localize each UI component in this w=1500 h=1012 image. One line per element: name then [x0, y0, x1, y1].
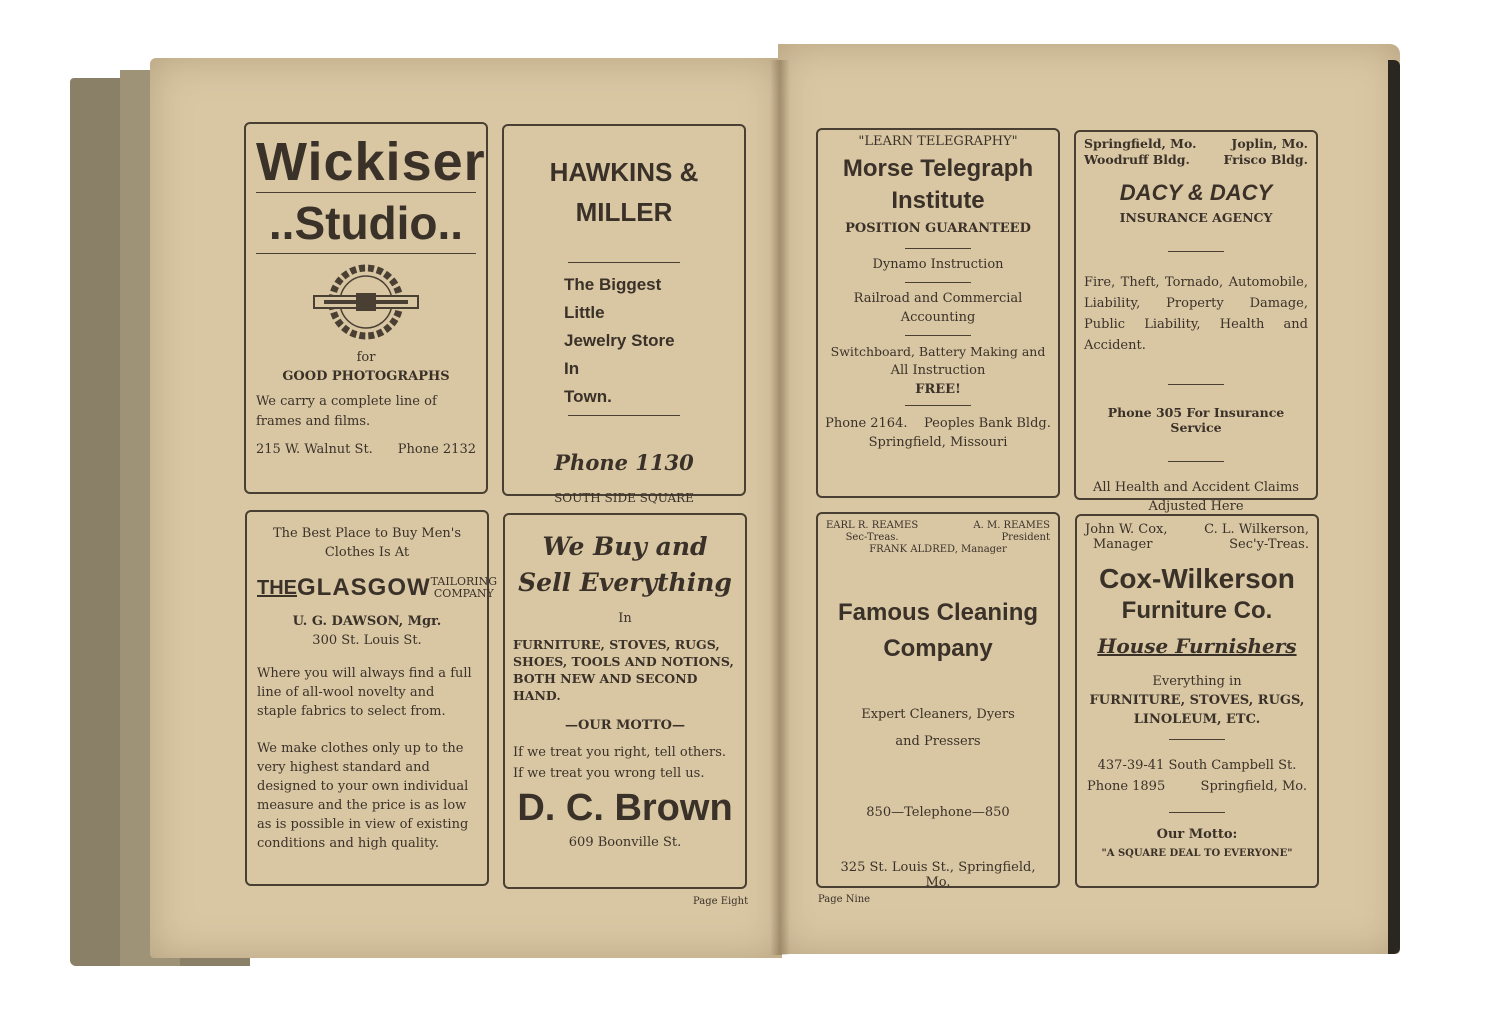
ad-dacy-insurance — [1074, 130, 1318, 514]
rule — [905, 405, 971, 406]
dacy-claims-1: All Health and Accident Claims — [1093, 480, 1299, 495]
dacy-phone: Phone 305 For Insurance Service — [1107, 405, 1285, 435]
cox-officer-right — [1204, 522, 1309, 552]
brown-goods: FURNITURE, STOVES, RUGS, SHOES, TOOLS AND NOTIONS, BOTH NEW AND SECOND HAND. — [513, 637, 734, 703]
cox-officers — [1085, 522, 1309, 552]
famous-am: A. M. REAMES — [973, 520, 1050, 531]
brown-motto-2: If we treat you wrong tell us. — [513, 766, 705, 781]
hawkins-location: SOUTH SIDE SQUARE — [554, 491, 694, 505]
cox-phone: Phone 1895 — [1087, 779, 1166, 794]
cox-goods-2: LINOLEUM, ETC. — [1133, 712, 1261, 727]
ad-morse-telegraph — [816, 128, 1060, 498]
ad-dc-brown — [503, 513, 747, 889]
dacy-joplin: Joplin, Mo. — [1231, 136, 1308, 151]
famous-address: 325 St. Louis St., Springfield, Mo. — [840, 860, 1036, 890]
morse-item-railroad: Railroad and Commercial — [853, 291, 1023, 306]
morse-title-2: Institute — [891, 187, 985, 214]
brown-headline-2: Sell Everything — [518, 568, 732, 597]
wickiser-phone: Phone 2132 — [397, 442, 476, 457]
famous-president: President — [1001, 532, 1050, 543]
cox-address: 437-39-41 South Campbell St. — [1097, 758, 1297, 773]
dacy-locations — [1084, 136, 1308, 168]
dacy-coverage: Fire, Theft, Tornado, Automobile, Liability, Property Damage, Public Liability, Health and Accident. — [1084, 275, 1308, 353]
cox-motto-label: Our Motto: — [1156, 827, 1238, 842]
rule — [905, 282, 971, 283]
famous-title-2: Company — [883, 635, 993, 662]
brown-address: 609 Boonville St. — [568, 835, 682, 850]
morse-city: Springfield, Missouri — [868, 435, 1008, 450]
wreath-logo-icon — [306, 260, 426, 344]
ad-wickiser-studio — [244, 122, 488, 494]
page-nine — [778, 44, 1400, 954]
dacy-frisco: Frisco Bldg. — [1223, 152, 1308, 167]
rule — [1168, 461, 1224, 462]
glasgow-company: COMPANY — [433, 587, 494, 600]
famous-title-1: Famous Cleaning — [837, 599, 1039, 626]
slogan-line: Town. — [564, 387, 612, 406]
cox-manager: Manager — [1093, 537, 1153, 552]
famous-sectreas: Sec-Treas. — [845, 532, 899, 543]
cox-subtitle: House Furnishers — [1097, 634, 1297, 658]
rule — [1169, 812, 1225, 813]
ad-hawkins-miller — [502, 124, 746, 505]
back-cover-edge — [1388, 60, 1400, 954]
morse-item-switchboard: Switchboard, Battery Making and — [830, 344, 1046, 359]
cox-contact — [1085, 779, 1309, 794]
cox-title-1: Cox-Wilkerson — [1099, 563, 1295, 594]
cox-everything: Everything in — [1152, 674, 1242, 689]
ad-cox-wilkerson — [1075, 514, 1319, 888]
glasgow-name — [257, 574, 498, 602]
morse-item-free: FREE! — [915, 382, 961, 397]
famous-earl: EARL R. REAMES — [826, 520, 919, 531]
morse-item-all: All Instruction — [890, 363, 986, 378]
book-spine — [770, 60, 790, 955]
rule — [905, 248, 971, 249]
morse-title-1: Morse Telegraph — [842, 155, 1034, 182]
rule — [568, 415, 680, 416]
good-photographs: GOOD PHOTOGRAPHS — [282, 369, 450, 384]
wickiser-address: 215 W. Walnut St. — [256, 442, 373, 457]
dacy-subtitle: INSURANCE AGENCY — [1119, 210, 1273, 225]
morse-item-accounting: Accounting — [900, 310, 976, 325]
cox-secy: Sec'y-Treas. — [1229, 537, 1309, 552]
glasgow-tail — [431, 576, 497, 600]
glasgow-word: GLASGOW — [297, 574, 431, 601]
cox-city: Springfield, Mo. — [1200, 779, 1307, 794]
ad-famous-cleaning — [816, 512, 1060, 888]
hawkins-title: HAWKINS & — [549, 157, 699, 187]
rule — [905, 335, 971, 336]
morse-contact: Phone 2164. Peoples Bank Bldg. — [825, 416, 1051, 431]
cox-motto: "A SQUARE DEAL TO EVERYONE" — [1101, 848, 1293, 859]
wickiser-title: Wickiser — [256, 132, 486, 192]
rule — [256, 253, 476, 254]
wickiser-contact — [256, 442, 476, 457]
dacy-title: DACY & DACY — [1119, 180, 1273, 205]
rule — [1169, 739, 1225, 740]
glasgow-address: 300 St. Louis St. — [312, 633, 422, 648]
page-number-right: Page Nine — [818, 894, 871, 905]
miller-title: MILLER — [575, 197, 673, 227]
slogan-line: Jewelry Store In — [564, 331, 675, 378]
glasgow-tailoring: TAILORING — [430, 575, 498, 588]
ad-glasgow-tailoring — [245, 510, 498, 886]
famous-manager: FRANK ALDRED, Manager — [869, 544, 1007, 555]
dacy-claims-2: Adjusted Here — [1148, 499, 1244, 514]
famous-officers — [826, 520, 1050, 544]
glasgow-para1: Where you will always find a full line of all-wool novelty and staple fabrics to select from. — [257, 666, 472, 719]
hawkins-slogan — [564, 271, 684, 411]
rule — [568, 262, 680, 263]
dacy-springfield: Springfield, Mo. — [1084, 136, 1197, 151]
famous-services-1: Expert Cleaners, Dyers — [861, 707, 1015, 722]
morse-subtitle: POSITION GUARANTEED — [845, 221, 1031, 236]
cox-officer-left — [1085, 522, 1168, 552]
famous-phone: 850—Telephone—850 — [866, 805, 1010, 820]
slogan-line: The Biggest Little — [564, 275, 662, 322]
glasgow-para2: We make clothes only up to the very highest standard and designed to your own individual measure and the price is as low as is possible in view of existing conditions and high quality. — [257, 741, 469, 851]
morse-kicker: "LEARN TELEGRAPHY" — [858, 134, 1018, 149]
rule — [1168, 251, 1224, 252]
wickiser-body: We carry a complete line of frames and films. — [256, 394, 437, 429]
brown-name: D. C. Brown — [517, 787, 733, 829]
dacy-loc-left — [1084, 136, 1196, 168]
page-eight — [150, 58, 782, 958]
morse-item-dynamo: Dynamo Instruction — [872, 257, 1004, 272]
glasgow-manager: U. G. DAWSON, Mgr. — [292, 614, 442, 629]
dacy-woodruff: Woodruff Bldg. — [1084, 152, 1190, 167]
glasgow-intro: The Best Place to Buy Men's Clothes Is At — [272, 526, 462, 560]
cox-john: John W. Cox, — [1085, 522, 1168, 537]
cox-goods-1: FURNITURE, STOVES, RUGS, — [1089, 693, 1305, 708]
for-text: for — [356, 350, 376, 365]
brown-in: In — [618, 611, 632, 626]
cox-title-2: Furniture Co. — [1121, 597, 1273, 624]
brown-headline-1: We Buy and — [542, 532, 708, 561]
famous-services-2: and Pressers — [895, 734, 981, 749]
page-number-left: Page Eight — [693, 896, 749, 907]
glasgow-the: THE — [257, 576, 297, 599]
dacy-loc-right — [1224, 136, 1308, 168]
brown-motto-label: —OUR MOTTO— — [565, 718, 685, 733]
cox-wilkerson: C. L. Wilkerson, — [1204, 522, 1309, 537]
hawkins-phone: Phone 1130 — [554, 450, 694, 475]
brown-motto-1: If we treat you right, tell others. — [513, 745, 727, 760]
rule — [1168, 384, 1224, 385]
studio-title: ..Studio.. — [268, 197, 464, 249]
famous-officer-right — [973, 520, 1050, 544]
famous-officer-left — [826, 520, 918, 544]
